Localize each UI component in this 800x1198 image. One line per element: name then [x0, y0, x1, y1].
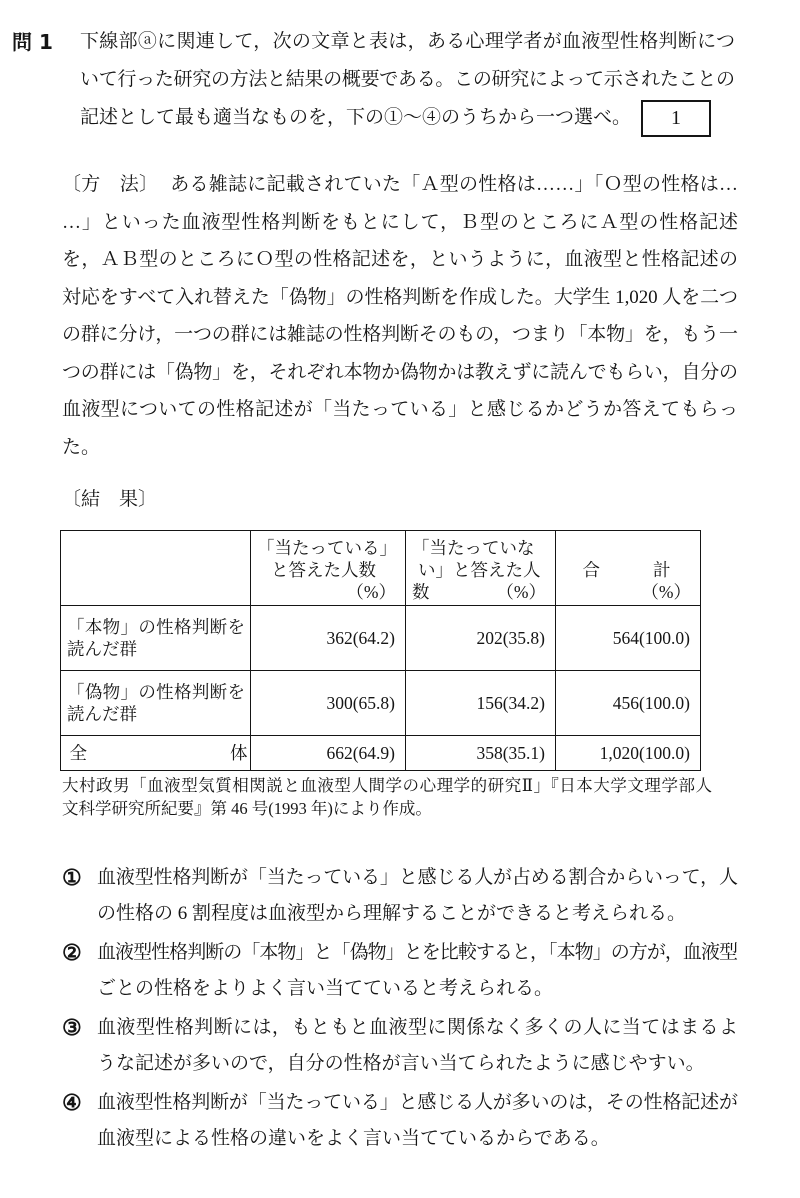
option-line: うな記述が多いので，自分の性格が言い当てられたように感じやすい。	[97, 1053, 705, 1074]
header-total-label: 合 計	[582, 560, 689, 580]
row-label-line: 読んだ群	[67, 639, 137, 659]
results-heading: 〔結 果〕	[62, 489, 158, 510]
total-label-cell	[61, 736, 311, 771]
cell-yes: 300(65.8)	[251, 671, 406, 736]
header-yes-line: 「当たっている」	[257, 538, 397, 558]
option-1	[62, 860, 738, 935]
source-line: 文科学研究所紀要』第 46 号(1993 年)により作成。	[62, 799, 432, 818]
method-line: 対応をすべて入れ替えた「偽物」の性格判断を作成した。大学生 1,020 人を二つ	[62, 286, 738, 308]
question-text	[80, 23, 735, 137]
header-no-cell	[406, 531, 556, 606]
header-yes-line: と答えた人数	[271, 560, 376, 580]
method-line-text: ある雑誌に記載されていた「Ａ型の性格は……」「Ｏ型の性格は…	[170, 174, 739, 195]
question-line: 下線部ⓐに関連して，次の文章と表は，ある心理学者が血液型性格判断につ	[80, 31, 736, 52]
row-label-cell	[61, 671, 251, 736]
option-number: ④	[62, 1090, 82, 1115]
option-number: ②	[62, 940, 82, 965]
method-line: つの群には「偽物」を，それぞれ本物か偽物かは教えずに読んでもらい，自分の	[62, 361, 738, 383]
method-line: …」といった血液型性格判断をもとにして，Ｂ型のところにＡ型の性格記述	[62, 211, 739, 233]
total-yes: 662(64.9)	[251, 736, 406, 771]
header-total-cell	[556, 531, 701, 606]
table-header-row	[61, 531, 701, 606]
question-number: 問 1	[12, 30, 53, 54]
header-no-line: 数	[412, 582, 430, 602]
option-line: 血液型性格判断が「当たっている」と感じる人が占める割合からいって，人	[97, 867, 738, 888]
answer-box: 1	[641, 100, 711, 137]
row-label-line: 「本物」の性格判断を	[67, 617, 246, 637]
option-4	[62, 1085, 738, 1160]
option-line: 血液型性格判断が「当たっている」と感じる人が多いのは，その性格記述が	[97, 1092, 738, 1113]
option-line: ごとの性格をよりよく言い当てていると考えられる。	[97, 978, 554, 999]
header-no-line: い」と答えた人	[418, 560, 541, 580]
header-yes-cell	[251, 531, 406, 606]
cell-total: 456(100.0)	[556, 671, 701, 736]
row-label-line: 「偽物」の性格判断を	[67, 682, 246, 702]
table-total-row	[61, 736, 701, 771]
method-line: を，ＡＢ型のところにＯ型の性格記述を，というように，血液型と性格記述の	[62, 249, 739, 270]
option-text	[97, 935, 738, 1007]
row-label-line: 読んだ群	[67, 704, 137, 724]
option-line: 血液型性格判断の「本物」と「偽物」とを比較すると，「本物」の方が，血液型	[97, 942, 738, 963]
source-citation	[62, 774, 712, 820]
row-label-cell	[61, 606, 251, 671]
option-2	[62, 935, 738, 1010]
option-text	[97, 1085, 738, 1157]
option-3	[62, 1010, 738, 1085]
header-no-line: 「当たっていな	[412, 538, 535, 558]
question-line: いて行った研究の方法と結果の概要である。この研究によって示されたことの	[80, 69, 735, 90]
header-no-unit: （%）	[496, 582, 546, 602]
question-line-text: 記述として最も適当なものを，下の①～④のうちから一つ選べ。	[80, 107, 632, 128]
cell-no: 156(34.2)	[406, 671, 556, 736]
header-empty-cell	[61, 531, 251, 606]
option-number: ③	[62, 1015, 82, 1040]
total-no: 358(35.1)	[406, 736, 556, 771]
option-text	[97, 1010, 738, 1082]
results-table	[60, 530, 701, 771]
answer-options	[62, 860, 738, 1160]
total-total: 1,020(100.0)	[556, 736, 701, 771]
option-line: 血液型性格判断には，もともと血液型に関係なく多くの人に当てはまるよ	[97, 1017, 739, 1038]
cell-no: 202(35.8)	[406, 606, 556, 671]
header-total-unit: （%）	[641, 582, 691, 602]
table-row	[61, 606, 701, 671]
method-paragraph	[62, 166, 738, 466]
method-line: た。	[62, 436, 101, 458]
method-heading: 〔方 法〕	[62, 174, 159, 195]
option-number: ①	[62, 865, 82, 890]
method-line: 血液型についての性格記述が「当たっている」と感じるかどうか答えてもらっ	[62, 399, 739, 420]
header-yes-unit: （%）	[346, 582, 396, 602]
method-line	[62, 166, 738, 204]
header-no-last-line	[412, 581, 546, 603]
question-line	[80, 99, 735, 137]
question-block	[12, 23, 738, 137]
option-line: の性格の 6 割程度は血液型から理解することができると考えられる。	[97, 903, 687, 924]
method-line: の群に分け，一つの群には雑誌の性格判断そのもの，つまり「本物」を，もう一	[62, 324, 738, 345]
option-text	[97, 860, 738, 932]
table-row	[61, 671, 701, 736]
source-line: 大村政男「血液型気質相関説と血液型人間学の心理学的研究Ⅱ」『日本大学文理学部人	[62, 776, 713, 795]
total-label: 全 体	[69, 743, 311, 763]
cell-total: 564(100.0)	[556, 606, 701, 671]
option-line: 血液型による性格の違いをよく言い当てているからである。	[97, 1128, 610, 1149]
cell-yes: 362(64.2)	[251, 606, 406, 671]
